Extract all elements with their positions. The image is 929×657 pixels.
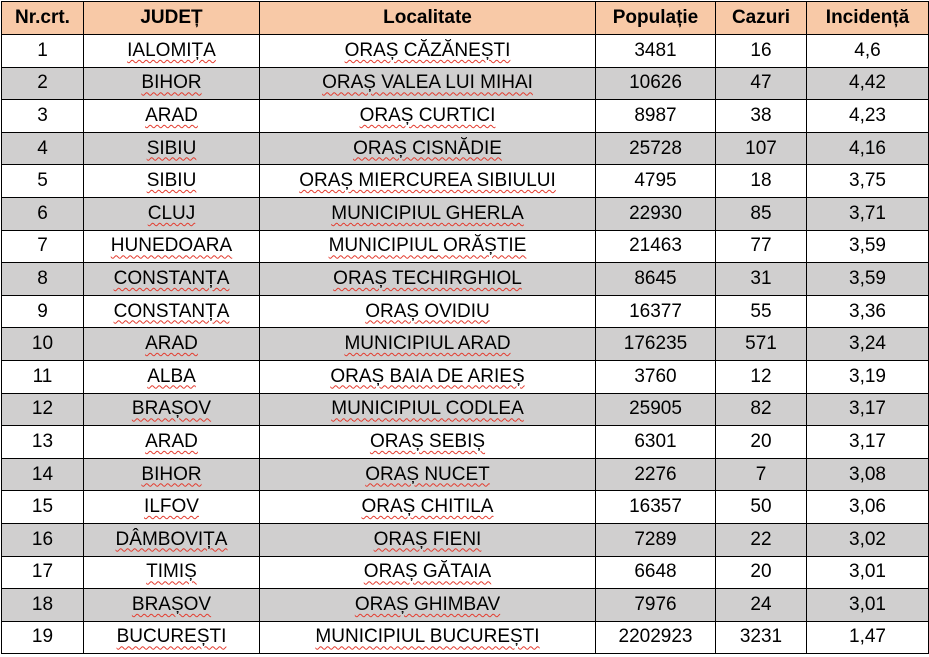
- cell-incidenta: [807, 165, 929, 198]
- cell-judet-text: BIHOR: [141, 72, 202, 94]
- cell-populatie-text: 3760: [634, 365, 677, 387]
- cell-cazuri: [716, 100, 807, 133]
- cell-populatie: [596, 589, 716, 622]
- cell-incidenta-text: 3,59: [849, 267, 886, 289]
- cell-localitate-text: ORAȘ NUCET: [365, 463, 490, 485]
- cell-localitate: [260, 458, 596, 491]
- cell-judet-text: BUCUREȘTI: [116, 626, 227, 648]
- cell-incidenta-text: 3,01: [849, 561, 886, 583]
- cell-nr-crt-text: 10: [31, 333, 54, 355]
- cell-judet-text: IALOMIȚA: [127, 39, 216, 61]
- cell-cazuri-text: 31: [750, 267, 772, 289]
- cell-populatie: [596, 35, 716, 68]
- cell-cazuri-text: 20: [750, 430, 772, 452]
- cell-nr-crt-text: 9: [37, 300, 48, 322]
- cell-cazuri: [716, 589, 807, 622]
- cell-populatie: [596, 621, 716, 654]
- cell-populatie-text: 16357: [629, 496, 682, 518]
- cell-judet-text: BRAȘOV: [131, 593, 212, 615]
- cell-nr-crt-text: 18: [31, 593, 54, 615]
- cell-incidenta: [807, 295, 929, 328]
- cell-populatie: [596, 100, 716, 133]
- cell-populatie: [596, 393, 716, 426]
- cell-incidenta-text: 4,42: [849, 72, 886, 94]
- cell-incidenta: [807, 393, 929, 426]
- cell-localitate: [260, 523, 596, 556]
- cell-cazuri-text: 38: [750, 104, 772, 126]
- cell-localitate: [260, 621, 596, 654]
- table-row: [2, 132, 929, 165]
- cell-localitate: [260, 426, 596, 459]
- cell-populatie-text: 21463: [629, 235, 682, 257]
- table-row: [2, 263, 929, 296]
- cell-cazuri-text: 47: [750, 72, 772, 94]
- cell-incidenta-text: 3,17: [849, 398, 886, 420]
- cell-cazuri: [716, 491, 807, 524]
- cell-localitate: [260, 328, 596, 361]
- cell-localitate-text: ORAȘ CĂZĂNEȘTI: [344, 39, 511, 61]
- cell-cazuri: [716, 328, 807, 361]
- cell-cazuri-text: 85: [750, 202, 772, 224]
- cell-populatie-text: 25905: [629, 398, 682, 420]
- table-row: [2, 360, 929, 393]
- cell-incidenta: [807, 523, 929, 556]
- cell-populatie-text: 2276: [634, 463, 677, 485]
- cell-populatie: [596, 263, 716, 296]
- cell-incidenta-text: 3,17: [849, 430, 886, 452]
- cell-localitate-text: ORAȘ CHITILA: [361, 496, 494, 518]
- cell-nr-crt-text: 12: [31, 398, 54, 420]
- cell-incidenta: [807, 360, 929, 393]
- cell-judet: [84, 393, 260, 426]
- cell-incidenta: [807, 263, 929, 296]
- cell-populatie: [596, 295, 716, 328]
- incidence-table: [1, 1, 929, 654]
- cell-judet: [84, 230, 260, 263]
- table-row: [2, 556, 929, 589]
- cell-judet-text: BIHOR: [141, 463, 202, 485]
- cell-incidenta: [807, 100, 929, 133]
- table-row: [2, 393, 929, 426]
- cell-populatie: [596, 328, 716, 361]
- cell-incidenta-text: 3,19: [849, 365, 886, 387]
- cell-nr-crt: [2, 458, 84, 491]
- cell-nr-crt-text: 3: [37, 104, 48, 126]
- cell-incidenta: [807, 67, 929, 100]
- cell-incidenta: [807, 197, 929, 230]
- cell-judet-text: CONSTANȚA: [113, 267, 230, 289]
- table-row: [2, 197, 929, 230]
- cell-populatie-text: 2202923: [618, 626, 693, 648]
- cell-populatie-text: 176235: [623, 333, 688, 355]
- cell-cazuri: [716, 523, 807, 556]
- cell-cazuri-text: 50: [750, 496, 772, 518]
- cell-cazuri: [716, 132, 807, 165]
- cell-judet: [84, 426, 260, 459]
- cell-nr-crt-text: 14: [31, 463, 54, 485]
- table-row: [2, 230, 929, 263]
- cell-judet: [84, 491, 260, 524]
- cell-nr-crt-text: 11: [32, 365, 53, 387]
- cell-populatie: [596, 523, 716, 556]
- header-incidenta: Incidență: [807, 2, 929, 35]
- cell-incidenta: [807, 556, 929, 589]
- cell-nr-crt: [2, 132, 84, 165]
- cell-judet-text: CONSTANȚA: [113, 300, 230, 322]
- cell-judet-text: ARAD: [145, 430, 198, 452]
- table-row: [2, 426, 929, 459]
- cell-populatie-text: 3481: [634, 39, 677, 61]
- cell-localitate: [260, 295, 596, 328]
- cell-populatie-text: 16377: [629, 300, 682, 322]
- header-localitate: Localitate: [260, 2, 596, 35]
- cell-nr-crt: [2, 165, 84, 198]
- cell-nr-crt-text: 16: [31, 528, 54, 550]
- cell-localitate-text: ORAȘ VALEA LUI MIHAI: [322, 72, 533, 94]
- cell-nr-crt: [2, 328, 84, 361]
- cell-judet-text: ALBA: [147, 365, 196, 387]
- cell-judet: [84, 458, 260, 491]
- cell-populatie-text: 7976: [634, 593, 677, 615]
- cell-nr-crt: [2, 621, 84, 654]
- cell-incidenta: [807, 589, 929, 622]
- cell-cazuri-text: 82: [750, 398, 772, 420]
- cell-localitate-text: MUNICIPIUL CODLEA: [331, 398, 524, 420]
- cell-nr-crt-text: 6: [37, 202, 48, 224]
- cell-cazuri: [716, 621, 807, 654]
- cell-localitate-text: MUNICIPIUL BUCUREȘTI: [315, 626, 540, 648]
- cell-nr-crt: [2, 523, 84, 556]
- cell-judet: [84, 197, 260, 230]
- cell-nr-crt: [2, 263, 84, 296]
- cell-judet: [84, 67, 260, 100]
- cell-nr-crt-text: 2: [37, 72, 48, 94]
- cell-judet: [84, 132, 260, 165]
- cell-cazuri: [716, 197, 807, 230]
- cell-populatie-text: 7289: [634, 528, 677, 550]
- cell-judet: [84, 360, 260, 393]
- cell-localitate-text: ORAȘ GHIMBAV: [354, 593, 501, 615]
- header-judet: JUDEȚ: [84, 2, 260, 35]
- table-row: [2, 100, 929, 133]
- cell-judet: [84, 100, 260, 133]
- cell-judet: [84, 35, 260, 68]
- header-populatie: Populație: [596, 2, 716, 35]
- cell-populatie-text: 8987: [634, 104, 677, 126]
- cell-incidenta-text: 3,24: [849, 333, 886, 355]
- table-row: [2, 589, 929, 622]
- cell-nr-crt: [2, 35, 84, 68]
- cell-localitate: [260, 230, 596, 263]
- cell-judet: [84, 328, 260, 361]
- cell-localitate: [260, 589, 596, 622]
- cell-judet-text: SIBIU: [146, 170, 197, 192]
- cell-populatie: [596, 197, 716, 230]
- cell-cazuri: [716, 67, 807, 100]
- cell-nr-crt: [2, 67, 84, 100]
- cell-nr-crt: [2, 197, 84, 230]
- cell-nr-crt: [2, 393, 84, 426]
- table-row: [2, 491, 929, 524]
- cell-populatie: [596, 491, 716, 524]
- cell-incidenta: [807, 132, 929, 165]
- cell-populatie-text: 4795: [634, 170, 677, 192]
- cell-cazuri: [716, 165, 807, 198]
- cell-localitate-text: ORAȘ FIENI: [373, 528, 482, 550]
- cell-incidenta-text: 4,16: [849, 137, 886, 159]
- cell-judet-text: BRAȘOV: [131, 398, 212, 420]
- cell-populatie-text: 6301: [634, 430, 677, 452]
- table-row: [2, 67, 929, 100]
- cell-incidenta: [807, 621, 929, 654]
- table-row: [2, 165, 929, 198]
- cell-judet-text: SIBIU: [146, 137, 197, 159]
- table-row: [2, 523, 929, 556]
- cell-nr-crt-text: 15: [31, 496, 54, 518]
- cell-localitate-text: ORAȘ TECHIRGHIOL: [333, 267, 522, 289]
- cell-cazuri-text: 12: [750, 365, 772, 387]
- cell-incidenta: [807, 230, 929, 263]
- cell-judet-text: ILFOV: [144, 496, 199, 518]
- cell-nr-crt-text: 17: [31, 561, 54, 583]
- cell-nr-crt: [2, 360, 84, 393]
- cell-localitate: [260, 393, 596, 426]
- cell-nr-crt: [2, 100, 84, 133]
- cell-populatie-text: 22930: [629, 202, 682, 224]
- cell-localitate: [260, 360, 596, 393]
- cell-localitate: [260, 197, 596, 230]
- cell-cazuri-text: 24: [750, 593, 772, 615]
- cell-incidenta-text: 3,02: [849, 528, 886, 550]
- cell-populatie-text: 6648: [634, 561, 677, 583]
- cell-cazuri-text: 20: [750, 561, 772, 583]
- cell-judet-text: ARAD: [145, 333, 198, 355]
- cell-localitate-text: MUNICIPIUL GHERLA: [331, 202, 524, 224]
- cell-localitate-text: ORAȘ CURTICI: [359, 104, 496, 126]
- cell-localitate-text: MUNICIPIUL ORĂȘTIE: [328, 235, 527, 257]
- cell-judet: [84, 523, 260, 556]
- cell-incidenta-text: 4,23: [849, 104, 886, 126]
- cell-populatie: [596, 556, 716, 589]
- table-row: [2, 458, 929, 491]
- cell-localitate-text: MUNICIPIUL ARAD: [344, 333, 511, 355]
- cell-judet-text: TIMIȘ: [146, 561, 197, 583]
- cell-incidenta-text: 3,06: [849, 496, 886, 518]
- cell-localitate: [260, 165, 596, 198]
- cell-judet: [84, 263, 260, 296]
- cell-localitate: [260, 491, 596, 524]
- cell-cazuri-text: 18: [750, 170, 772, 192]
- cell-localitate-text: ORAȘ OVIDIU: [365, 300, 490, 322]
- cell-cazuri-text: 16: [750, 39, 772, 61]
- cell-localitate: [260, 556, 596, 589]
- cell-judet: [84, 295, 260, 328]
- cell-judet: [84, 556, 260, 589]
- cell-judet-text: ARAD: [145, 104, 198, 126]
- cell-nr-crt: [2, 491, 84, 524]
- cell-localitate: [260, 263, 596, 296]
- cell-nr-crt: [2, 426, 84, 459]
- cell-nr-crt-text: 13: [31, 430, 54, 452]
- cell-nr-crt-text: 7: [37, 235, 48, 257]
- cell-judet-text: DÂMBOVIȚA: [115, 528, 228, 550]
- table-row: [2, 328, 929, 361]
- cell-cazuri: [716, 360, 807, 393]
- cell-nr-crt-text: 4: [37, 137, 48, 159]
- table-row: [2, 295, 929, 328]
- table-body: [2, 35, 929, 654]
- header-row: [2, 2, 929, 35]
- cell-populatie-text: 10626: [629, 72, 682, 94]
- cell-cazuri: [716, 263, 807, 296]
- cell-cazuri: [716, 35, 807, 68]
- cell-populatie-text: 25728: [629, 137, 682, 159]
- cell-cazuri-text: 571: [745, 333, 777, 355]
- cell-localitate-text: ORAȘ MIERCUREA SIBIULUI: [299, 170, 556, 192]
- cell-incidenta: [807, 491, 929, 524]
- cell-judet: [84, 621, 260, 654]
- cell-judet-text: HUNEDOARA: [110, 235, 233, 257]
- cell-populatie: [596, 426, 716, 459]
- cell-cazuri: [716, 426, 807, 459]
- cell-populatie: [596, 132, 716, 165]
- cell-incidenta: [807, 458, 929, 491]
- cell-cazuri-text: 7: [755, 463, 767, 485]
- cell-nr-crt-text: 5: [37, 170, 48, 192]
- cell-incidenta-text: 3,01: [849, 593, 886, 615]
- cell-nr-crt-text: 8: [37, 267, 48, 289]
- cell-incidenta-text: 3,36: [849, 300, 886, 322]
- cell-populatie: [596, 360, 716, 393]
- cell-incidenta-text: 1,47: [849, 626, 886, 648]
- table-row: [2, 621, 929, 654]
- cell-incidenta-text: 3,59: [849, 235, 886, 257]
- cell-incidenta-text: 4,6: [854, 39, 881, 61]
- cell-populatie-text: 8645: [634, 267, 677, 289]
- cell-cazuri-text: 77: [750, 235, 772, 257]
- cell-cazuri-text: 55: [750, 300, 772, 322]
- cell-nr-crt-text: 19: [31, 626, 54, 648]
- cell-incidenta: [807, 35, 929, 68]
- cell-nr-crt: [2, 589, 84, 622]
- cell-localitate: [260, 67, 596, 100]
- cell-localitate-text: ORAȘ GĂTAIA: [363, 561, 492, 583]
- cell-cazuri-text: 107: [745, 137, 777, 159]
- cell-nr-crt: [2, 556, 84, 589]
- cell-localitate: [260, 100, 596, 133]
- cell-populatie: [596, 165, 716, 198]
- cell-nr-crt-text: 1: [37, 39, 48, 61]
- cell-incidenta: [807, 328, 929, 361]
- cell-localitate: [260, 132, 596, 165]
- cell-populatie: [596, 458, 716, 491]
- cell-cazuri: [716, 458, 807, 491]
- cell-localitate-text: ORAȘ BAIA DE ARIEȘ: [330, 365, 525, 387]
- cell-judet: [84, 589, 260, 622]
- cell-cazuri-text: 3231: [739, 626, 783, 648]
- cell-incidenta: [807, 426, 929, 459]
- cell-judet: [84, 165, 260, 198]
- cell-incidenta-text: 3,08: [849, 463, 886, 485]
- cell-populatie: [596, 230, 716, 263]
- cell-cazuri: [716, 295, 807, 328]
- cell-cazuri: [716, 393, 807, 426]
- table-row: [2, 35, 929, 68]
- cell-nr-crt: [2, 230, 84, 263]
- cell-incidenta-text: 3,75: [849, 170, 886, 192]
- cell-cazuri-text: 22: [750, 528, 772, 550]
- cell-nr-crt: [2, 295, 84, 328]
- cell-localitate-text: ORAȘ SEBIȘ: [369, 430, 486, 452]
- header-nr-crt: Nr.crt.: [2, 2, 84, 35]
- header-cazuri: Cazuri: [716, 2, 807, 35]
- cell-localitate-text: ORAȘ CISNĂDIE: [353, 137, 502, 159]
- cell-judet-text: CLUJ: [147, 202, 196, 224]
- cell-localitate: [260, 35, 596, 68]
- cell-cazuri: [716, 230, 807, 263]
- cell-incidenta-text: 3,71: [849, 202, 886, 224]
- cell-populatie: [596, 67, 716, 100]
- cell-cazuri: [716, 556, 807, 589]
